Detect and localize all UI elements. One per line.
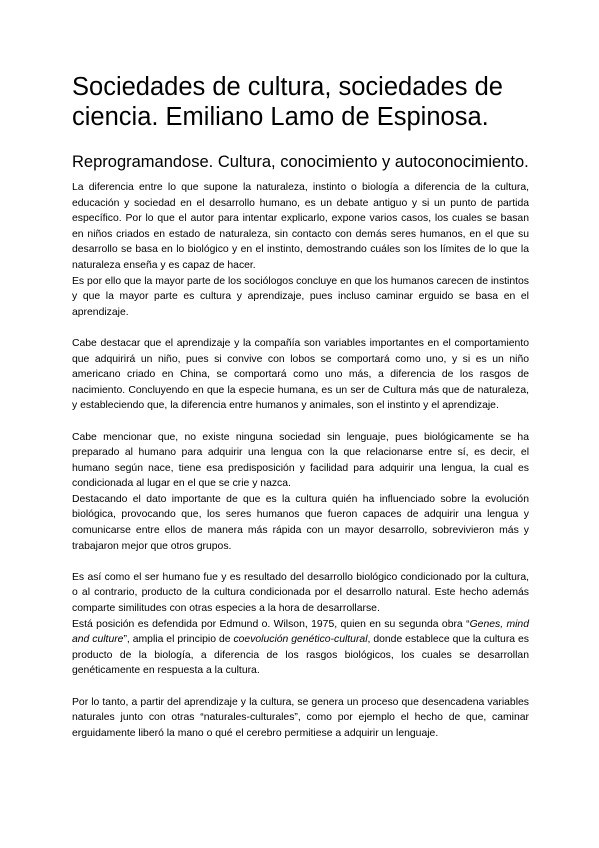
wilson-text-after: , donde establece que la cultura es producto de la biología, a diferencia de los rasgos biológicos, los cuales se desarrollan genéticamente en respuesta a la cultura. bbox=[72, 634, 529, 677]
paragraph-5: Destacando el dato importante de que es la cultura quién ha influenciado sobre la evolución biológica, provocando que, los seres humanos que fueron capaces de adquirir una lengua y comunicarse entre ellos de manera más rápida con un mayor desarrollo, sobrevivieron más y trabajaron mejor que otros grupos. bbox=[72, 493, 529, 552]
wilson-book-title: Genes, mind and culture bbox=[72, 618, 529, 646]
paragraph-2: Es por ello que la mayor parte de los sociólogos concluye en que los humanos carecen de instintos y que la mayor parte es cultura y aprendizaje, pues incluso caminar erguido se basa en el aprendizaje. bbox=[72, 275, 529, 318]
paragraph-wilson bbox=[72, 617, 529, 679]
wilson-concept: coevolución genético-cultural bbox=[233, 634, 368, 646]
paragraph-3: Cabe destacar que el aprendizaje y la compañía son variables importantes en el comportamiento que adquirirá un niño, pues si convive con lobos se comportará como uno, y si es un niño americano criado en China, se comportará como uno más, a diferencia de los rasgos de nacimiento. Concluyendo en que la especie humana, es un ser de Cultura más que de naturaleza, y estableciendo que, la diferencia entre humanos y animales, son el instinto y el aprendizaje. bbox=[72, 337, 529, 412]
section-subtitle: Reprogramandose. Cultura, conocimiento y autoconocimiento. bbox=[72, 153, 529, 171]
wilson-text-before: Está posición es defendida por Edmund o. Wilson, 1975, quien en su segunda obra “ bbox=[72, 618, 470, 630]
document-title: Sociedades de cultura, sociedades de ciencia. Emiliano Lamo de Espinosa. bbox=[72, 73, 503, 131]
wilson-text-middle: ”, amplia el principio de bbox=[123, 634, 234, 646]
paragraph-6: Es así como el ser humano fue y es resultado del desarrollo biológico condicionado por la cultura, o al contrario, producto de la cultura condicionada por el desarrollo natural. Este hecho además comparte similitudes con otras especies a la hora de desarrollarse. bbox=[72, 571, 529, 615]
paragraph-4: Cabe mencionar que, no existe ninguna sociedad sin lenguaje, pues biológicamente se ha preparado al humano para adquirir una lengua con la que relacionarse entre sí, es decir, el humano según nace, tiene esa predisposición y facilidad para adquirir una lengua, la cual es condicionada al lugar en el que se crie y nazca. bbox=[72, 431, 529, 490]
document-body bbox=[72, 180, 529, 741]
paragraph-last: Por lo tanto, a partir del aprendizaje y la cultura, se genera un proceso que desencadena variables naturales junto con otras “naturales-culturales”, como por ejemplo el hecho de que, caminar erguidamente liberó la mano o qué el cerebro permitiese a adquirir un lenguaje. bbox=[72, 696, 529, 739]
paragraph-1: La diferencia entre lo que supone la naturaleza, instinto o biología a diferencia de la cultura, educación y sociedad en el desarrollo humano, es un debate antiguo y si un punto de partida específico. Por lo que el autor para intentar explicarlo, expone varios casos, los cuales se basan en niños criados en estado de naturaleza, sin contacto con demás seres humanos, en el que su desarrollo se basa en lo biológico y en el instinto, demostrando cuáles son los límites de lo que la naturaleza enseña y es capaz de hacer. bbox=[72, 182, 529, 271]
